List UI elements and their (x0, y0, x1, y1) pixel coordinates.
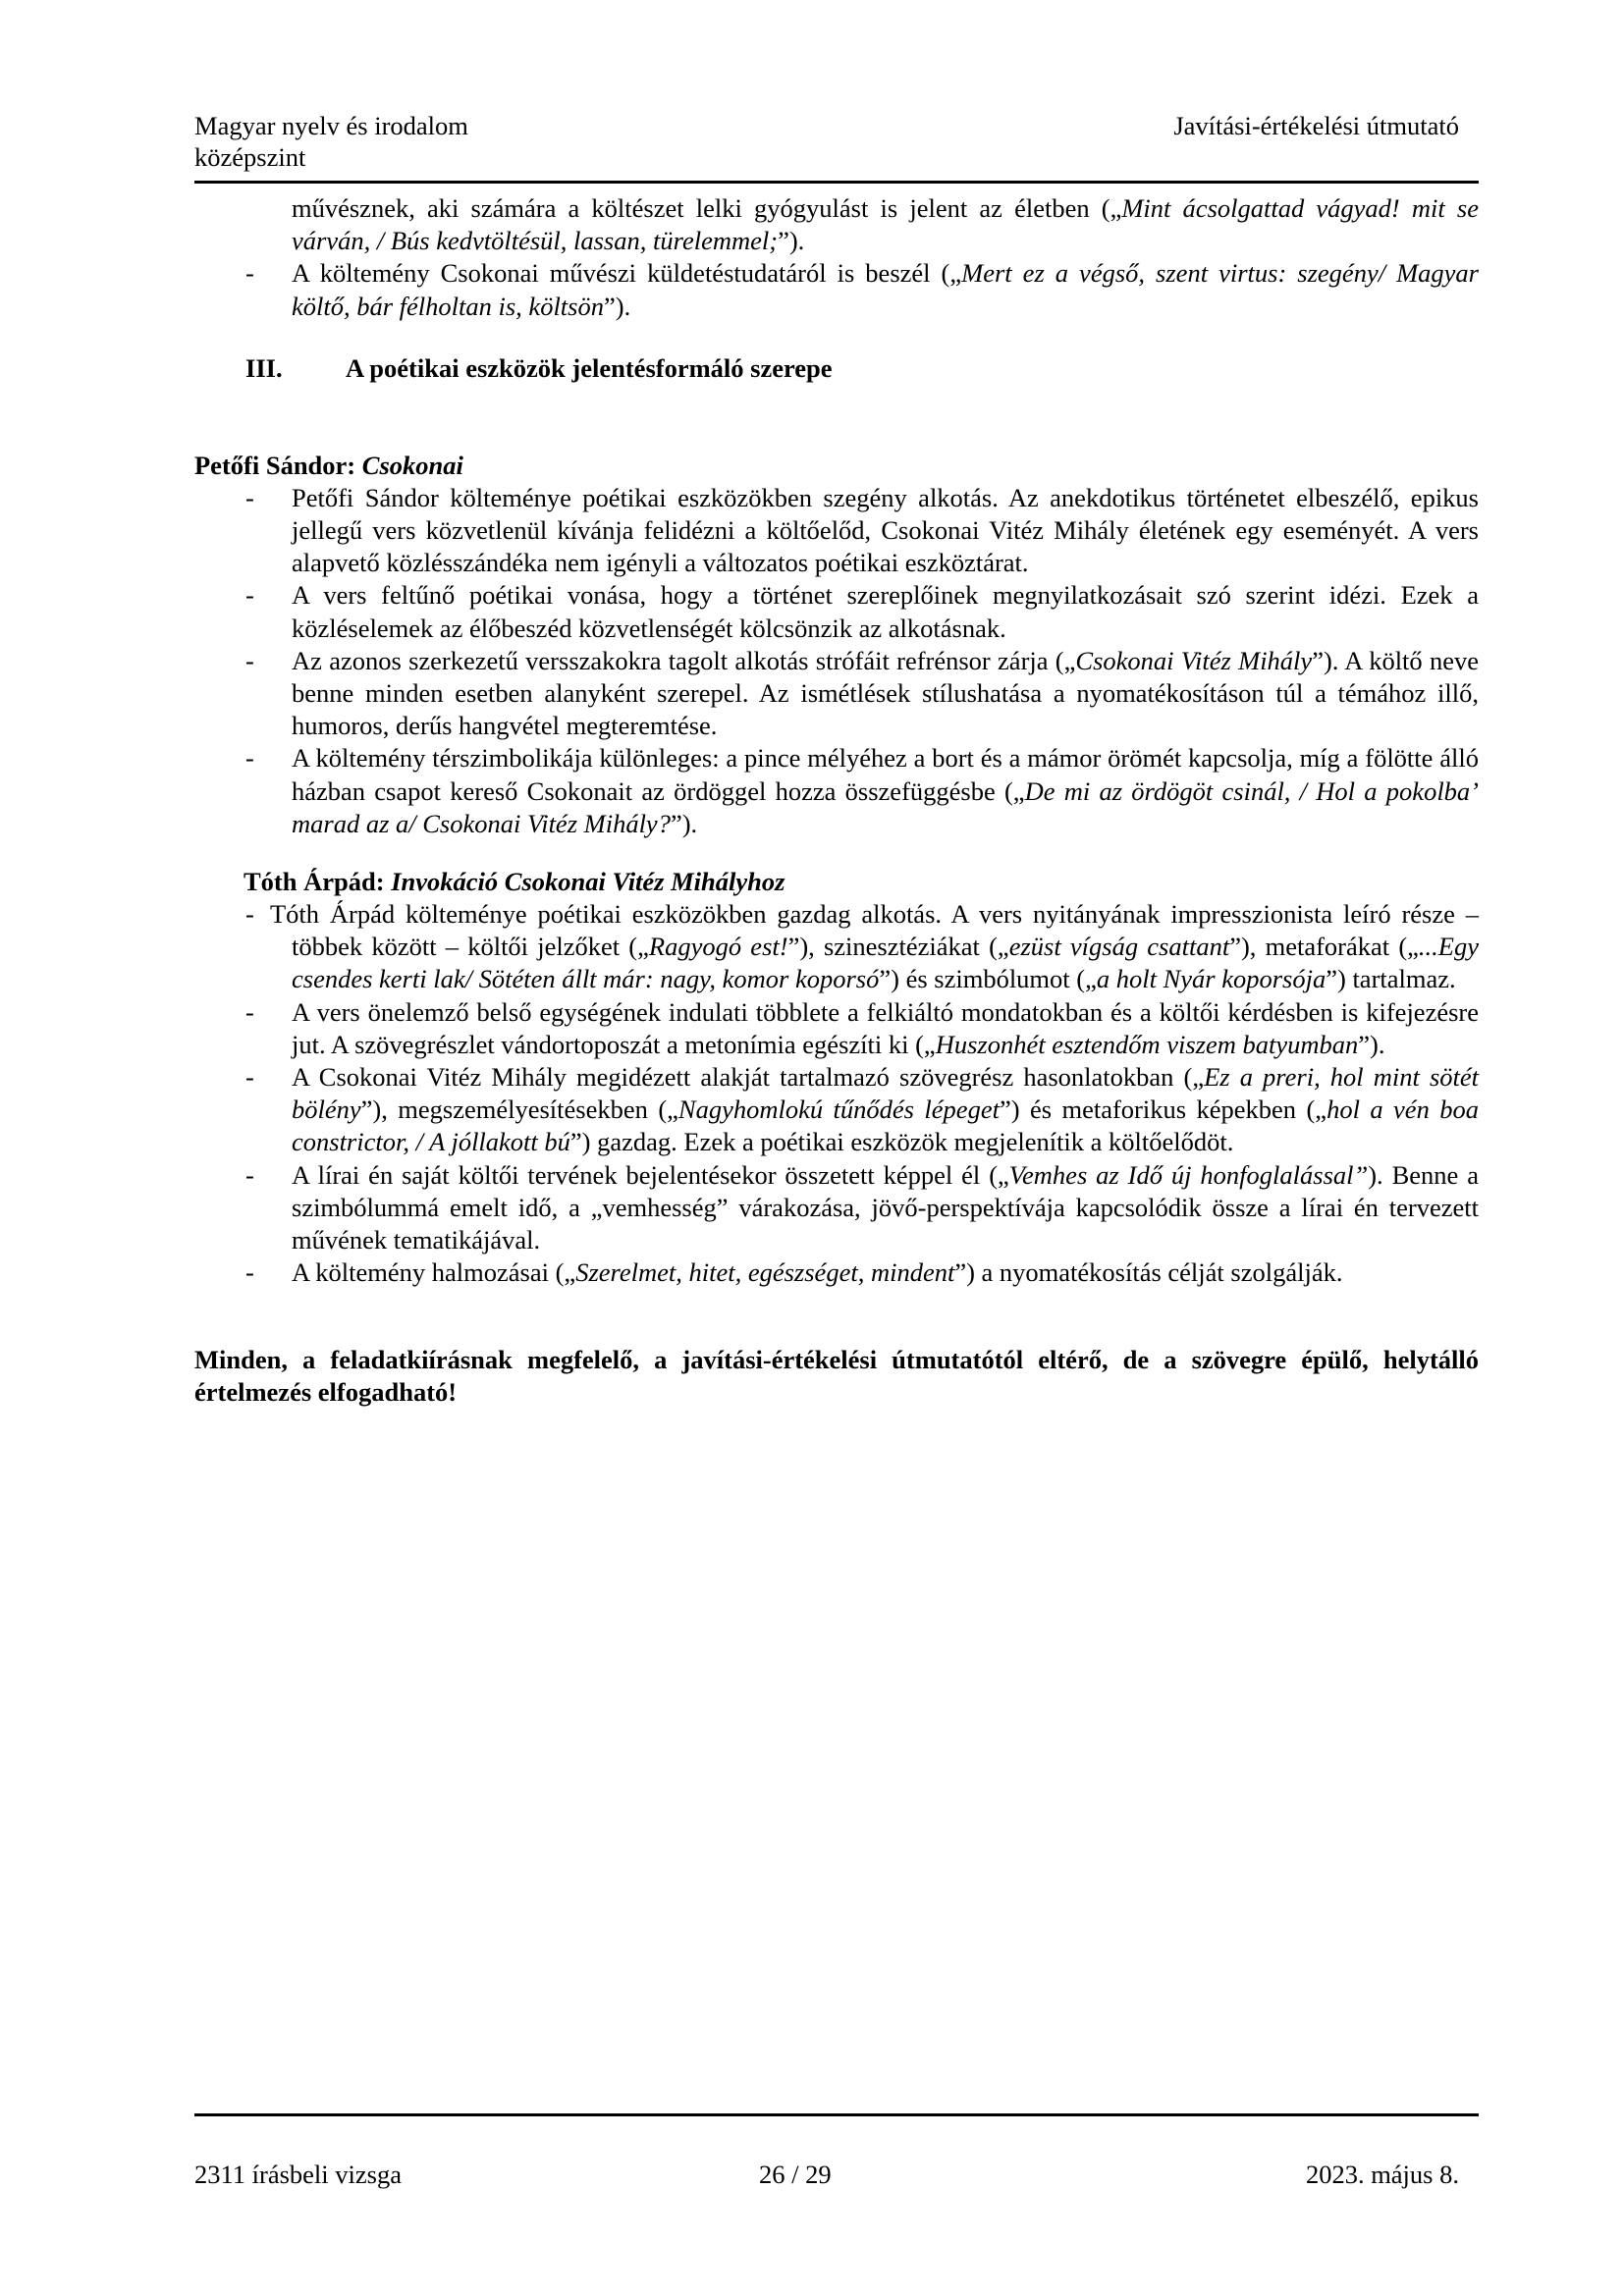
bullet-dash: - (245, 258, 254, 289)
quote: Szerelmet, hitet, egészséget, mindent (575, 1257, 955, 1288)
bullet-text (292, 1062, 1479, 1156)
bullet-text (292, 580, 1479, 642)
section-number: III. (245, 352, 283, 383)
text-run: ”). (670, 808, 698, 838)
petofi-heading (194, 450, 1479, 482)
bullet-item (194, 482, 1479, 580)
quote: Vemhes az Idő új honfoglalással” (1008, 1159, 1369, 1190)
text-run: ”), megszemélyesítésekben („ (360, 1095, 678, 1125)
quote: Ragyogó est! (648, 932, 788, 962)
bullet-dash: - (245, 996, 254, 1027)
text-run: Tóth Árpád költeménye poétikai eszközökben gazdag alkotás. A vers nyitányának impresszionista leíró része – többek között – költői jelzőket („ (270, 899, 1479, 962)
page-footer (194, 2113, 1479, 2195)
header-doc-type: Javítási-értékelési útmutató (1173, 111, 1459, 140)
section-title: A poétikai eszközök jelentésformáló szerepe (346, 352, 833, 383)
bullet-dash: - (245, 1159, 254, 1190)
quote: Huszonhét esztendőm viszem batyumban (935, 1029, 1359, 1059)
bullet-item (194, 645, 1479, 743)
section-heading (194, 352, 1479, 385)
page-content (194, 192, 1479, 1409)
bullet-text (292, 483, 1479, 577)
intro-bullet (194, 257, 1479, 322)
text-run: ”), metaforákat („ (1229, 932, 1419, 962)
footer-date: 2023. május 8. (1305, 2160, 1459, 2189)
text-run: ”) és metaforikus képekben („ (999, 1095, 1327, 1125)
quote: a holt Nyár koporsója (1096, 964, 1326, 994)
author-name: Petőfi Sándor: (194, 450, 356, 480)
petofi-bullet-list (194, 482, 1479, 840)
bullet-item (194, 579, 1479, 644)
text-run: ”) a nyomatékosítás célját szolgálják. (954, 1257, 1343, 1288)
quote: De mi az ördögöt csinál, / Hol a pokolba’ marad az a/ Csokonai Vitéz Mihály? (292, 775, 1480, 838)
quote: Mint ácsolgattad vágyad! mit se várván, / Bús kedvtöltésül, lassan, türelemmel; (292, 193, 1480, 256)
bullet-text (292, 1160, 1479, 1255)
header-subject: Magyar nyelv és irodalom (194, 111, 468, 140)
intro-continuation (194, 192, 1479, 257)
bullet-dash: - (245, 1062, 254, 1093)
text-run: A vers feltűnő poétikai vonása, hogy a történet szereplőinek megnyilatkozásait szó szerint idézi. Ezek a közléselemek az élőbeszéd közvetlenségét kölcsönzik az alkotásnak. (292, 580, 1479, 643)
text-run: ”) tartalmaz. (1326, 964, 1456, 994)
bullet-item (194, 996, 1479, 1061)
text-run: ”). (604, 291, 631, 321)
bullet-text (292, 646, 1479, 740)
quote: ezüst vígság csattant (1008, 932, 1230, 962)
text-run: A lírai én saját költői tervének bejelentésekor összetett képpel él („ (292, 1159, 1009, 1190)
text-run: ”). A költő neve benne minden esetben alanyként szerepel. Az ismétlések stílushatása a nyomatékosításon túl a témához illő, humoros, derűs hangvétel megteremtése. (292, 645, 1479, 741)
footer-page-number: 26 / 29 (759, 2160, 832, 2189)
bullet-item (194, 1256, 1479, 1289)
footer-exam-code: 2311 írásbeli vizsga (194, 2160, 402, 2189)
bullet-text (292, 1257, 1342, 1287)
bullet-item (194, 1159, 1479, 1257)
closing-note: Minden, a feladatkiírásnak megfelelő, a javítási-értékelési útmutatótól eltérő, de a szövegre épülő, helytálló értelmezés elfogadható! (194, 1345, 1479, 1408)
quote: Nagyhomlokú tűnődés lépeget (677, 1095, 1000, 1125)
text-run: Petőfi Sándor költeménye poétikai eszközökben szegény alkotás. Az anekdotikus történetet elbeszélő, epikus jellegű vers közvetlenül kívánja felidézni a költőelőd, Csokonai Vitéz Mihály életének egy eseményét. A vers alapvető közlésszándéka nem igényli a változatos poétikai eszköztárat. (292, 482, 1479, 578)
author-name: Tóth Árpád: (244, 867, 385, 897)
text-run: ”). (778, 226, 805, 256)
header-level: középszint (194, 142, 306, 172)
toth-bullet-list (194, 898, 1479, 1289)
text-run: ”) és szimbólumot („ (879, 964, 1097, 994)
quote: Ez a preri, hol mint sötét bölény (292, 1062, 1479, 1125)
quote: Mert ez a végső, szent virtus: szegény/ Magyar költő, bár félholtan is, költsön (292, 258, 1479, 321)
page-header (194, 110, 1479, 184)
quote: Csokonai Vitéz Mihály (1075, 645, 1313, 675)
bullet-dash: - (245, 580, 254, 611)
bullet-dash: - (245, 645, 254, 675)
text-run: A költemény halmozásai („ (292, 1257, 576, 1288)
text-run: ”), szinesztéziákat („ (787, 932, 1009, 962)
bullet-item (194, 742, 1479, 840)
bullet-dash: - (245, 743, 254, 774)
bullet-item (194, 1061, 1479, 1159)
bullet-item (194, 898, 1479, 996)
work-title: Csokonai (361, 450, 463, 480)
text-run: ). Benne a szimbólummá emelt idő, a „vemhesség” várakozása, jövő-perspektívája kapcsolódik össze a lírai én tervezett művének tematikájával. (292, 1159, 1479, 1255)
text-run: ”). (1358, 1029, 1385, 1059)
text-run: Az azonos szerkezetű versszakokra tagolt alkotás strófáit refrénsor zárja („ (292, 645, 1076, 675)
text-run: A költemény Csokonai művészi küldetéstudatáról is beszél („ (292, 258, 962, 289)
text-run: művésznek, aki számára a költészet lelki gyógyulást is jelent az életben („ (292, 193, 1122, 223)
bullet-dash: - (245, 1257, 254, 1288)
text-run: ”) gazdag. Ezek a poétikai eszközök megjelenítik a költőelődöt. (569, 1127, 1234, 1157)
header-left (194, 110, 468, 173)
toth-heading (244, 866, 1479, 898)
bullet-dash: - (245, 899, 254, 930)
bullet-text (292, 997, 1479, 1059)
bullet-text (292, 743, 1479, 837)
quote: hol a vén boa constrictor, / A jóllakott bú (292, 1095, 1480, 1157)
bullet-text (270, 899, 1479, 993)
text-run: A vers önelemző belső egységének indulati többlete a felkiáltó mondatokban és a költői kérdésben is kifejezésre jut. A szövegrészlet vándortoposzát a metonímia egészíti ki („ (292, 996, 1479, 1059)
work-title: Invokáció Csokonai Vitéz Mihályhoz (391, 867, 785, 897)
bullet-dash: - (245, 482, 254, 512)
text-run: A költemény térszimbolikája különleges: a pince mélyéhez a bort és a mámor örömét kapcsolja, míg a fölötte álló házban csapot kereső Csokonait az ördöggel hozza összefüggésbe („ (292, 743, 1479, 806)
quote: ...Egy csendes kerti lak/ Sötéten állt már: nagy, komor koporsó (292, 932, 1479, 994)
text-run: A Csokonai Vitéz Mihály megidézett alakját tartalmazó szövegrész hasonlatokban („ (292, 1062, 1205, 1093)
